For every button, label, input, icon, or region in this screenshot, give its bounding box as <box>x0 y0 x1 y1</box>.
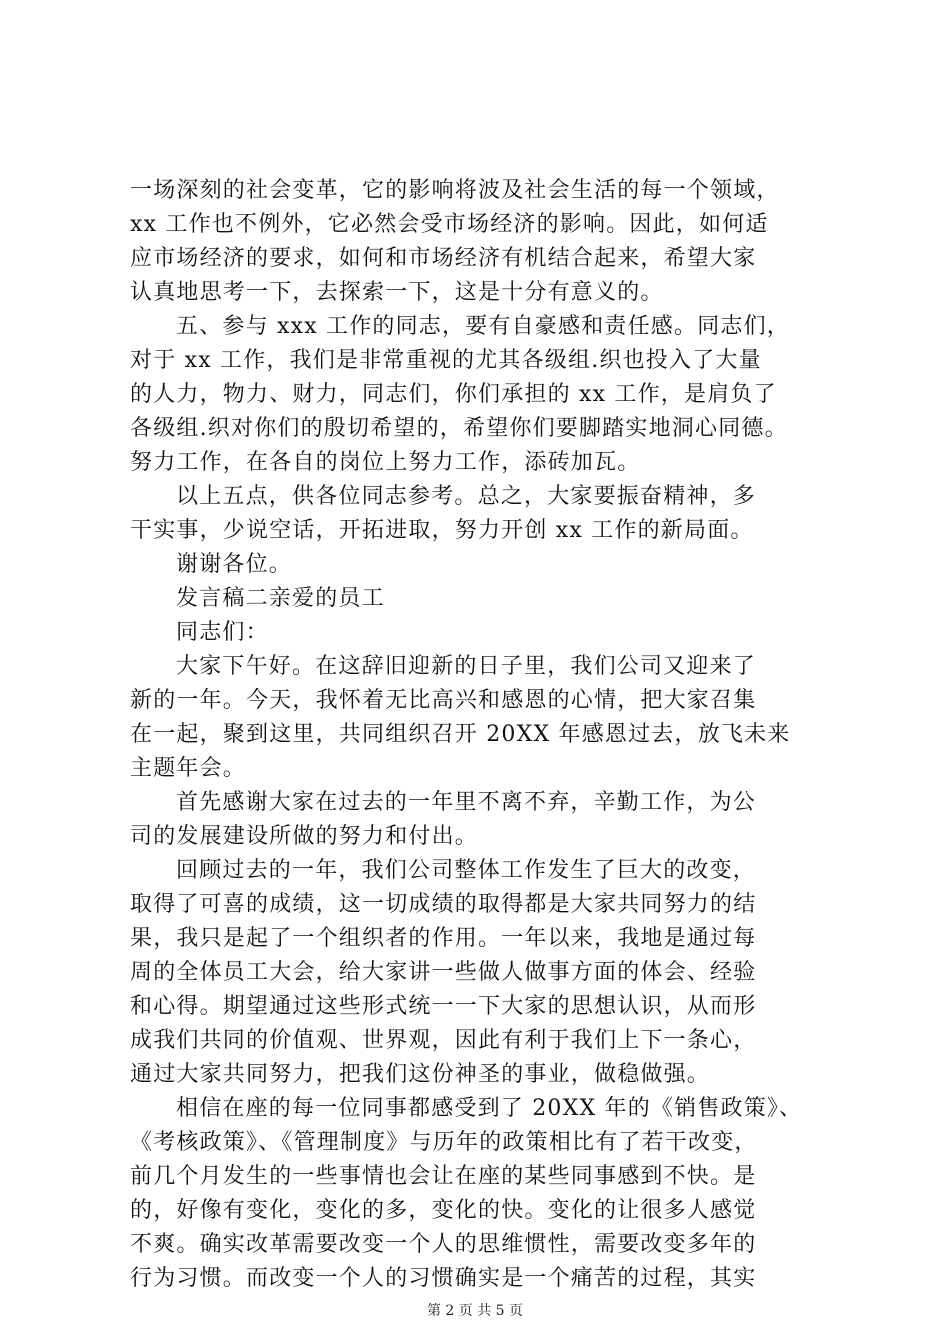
text-line: 取得了可喜的成绩，这一切成绩的取得都是大家共同努力的结 <box>130 892 757 917</box>
text-line: xx 工作也不例外，它必然会受市场经济的影响。因此，如何适 <box>130 212 769 237</box>
text-line: 努力工作，在各自的岗位上努力工作，添砖加瓦。 <box>130 450 641 475</box>
text-line: 司的发展建设所做的努力和付出。 <box>130 824 479 849</box>
text-line: 认真地思考一下，去探索一下，这是十分有意义的。 <box>130 280 664 305</box>
text-line: 主题年会。 <box>130 756 247 781</box>
text-line: 的，好像有变化，变化的多，变化的快。变化的让很多人感觉 <box>130 1198 757 1223</box>
text-line: 应市场经济的要求，如何和市场经济有机结合起来，希望大家 <box>130 246 757 271</box>
text-line: 前几个月发生的一些事情也会让在座的某些同事感到不快。是 <box>130 1164 757 1189</box>
text-line: 首先感谢大家在过去的一年里不离不弃，辛勤工作，为公 <box>176 790 757 815</box>
text-line: 一场深刻的社会变革，它的影响将波及社会生活的每一个领域， <box>130 178 780 203</box>
section-heading: 发言稿二亲爱的员工 <box>176 586 385 611</box>
text-line: 五、参与 xxx 工作的同志，要有自豪感和责任感。同志们， <box>176 314 791 339</box>
text-line: 在一起，聚到这里，共同组织召开 20XX 年感恩过去，放飞未来 <box>130 722 791 747</box>
salutation: 同志们： <box>176 620 269 645</box>
text-line: 相信在座的每一位同事都感受到了 20XX 年的《销售政策》、 <box>176 1096 803 1121</box>
text-line: 谢谢各位。 <box>176 552 293 577</box>
text-line: 大家下午好。在这辞旧迎新的日子里，我们公司又迎来了 <box>176 654 757 679</box>
text-line: 果，我只是起了一个组织者的作用。一年以来，我地是通过每 <box>130 926 757 951</box>
text-line: 《考核政策》、《管理制度》与历年的政策相比有了若干改变， <box>130 1130 758 1155</box>
text-line: 通过大家共同努力，把我们这份神圣的事业，做稳做强。 <box>130 1062 711 1087</box>
text-line: 周的全体员工大会，给大家讲一些做人做事方面的体会、经验 <box>130 960 757 985</box>
text-line: 回顾过去的一年，我们公司整体工作发生了巨大的改变， <box>176 858 757 883</box>
text-line: 对于 xx 工作，我们是非常重视的尤其各级组.织也投入了大量 <box>130 348 762 373</box>
text-line: 的人力，物力、财力，同志们，你们承担的 xx 工作，是肩负了 <box>130 382 777 407</box>
text-line: 行为习惯。而改变一个人的习惯确实是一个痛苦的过程，其实 <box>130 1266 757 1291</box>
text-line: 以上五点，供各位同志参考。总之，大家要振奋精神，多 <box>176 484 757 509</box>
text-line: 各级组.织对你们的殷切希望的，希望你们要脚踏实地洞心同德。 <box>130 416 788 441</box>
page-footer: 第 2 页 共 5 页 <box>426 1303 524 1319</box>
text-line: 新的一年。今天，我怀着无比高兴和感恩的心情，把大家召集 <box>130 688 757 713</box>
text-line: 不爽。确实改革需要改变一个人的思维惯性，需要改变多年的 <box>130 1232 757 1257</box>
text-line: 干实事，少说空话，开拓进取，努力开创 xx 工作的新局面。 <box>130 518 754 543</box>
text-line: 成我们共同的价值观、世界观，因此有利于我们上下一条心， <box>130 1028 757 1053</box>
text-line: 和心得。期望通过这些形式统一一下大家的思想认识，从而形 <box>130 994 757 1019</box>
